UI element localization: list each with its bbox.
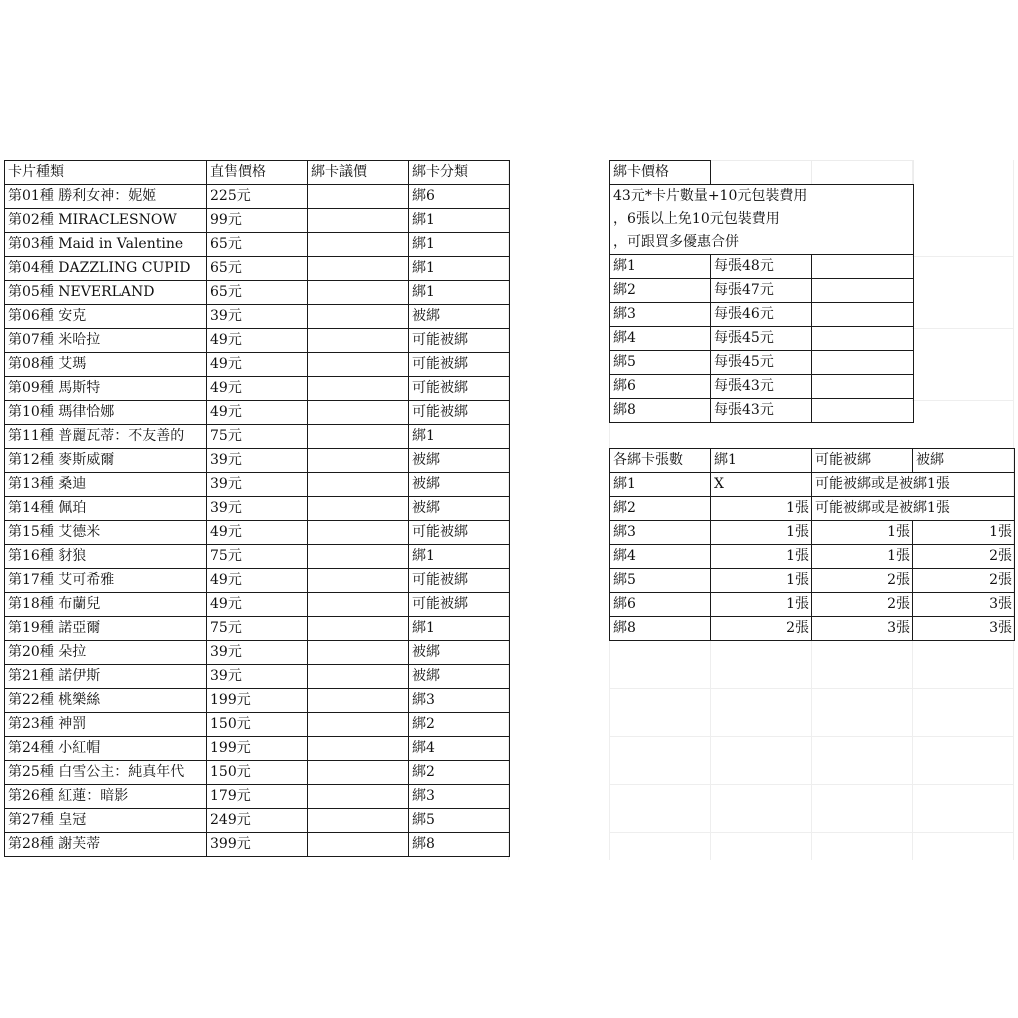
empty-cell[interactable] bbox=[812, 255, 914, 279]
direct-price-cell[interactable]: 49元 bbox=[207, 569, 308, 593]
count-bind1-cell[interactable]: 1張 bbox=[711, 545, 812, 569]
card-row bbox=[5, 809, 510, 833]
direct-price-cell[interactable]: 39元 bbox=[207, 641, 308, 665]
direct-price-cell[interactable]: 249元 bbox=[207, 809, 308, 833]
card-type-cell[interactable]: 第22種 桃樂絲 bbox=[5, 689, 207, 713]
direct-price-cell[interactable]: 39元 bbox=[207, 449, 308, 473]
card-row bbox=[5, 617, 510, 641]
bundle-category-cell[interactable]: 綁5 bbox=[409, 809, 510, 833]
bundle-category-cell[interactable]: 被綁 bbox=[409, 305, 510, 329]
card-row bbox=[5, 449, 510, 473]
counts-header[interactable]: 各綁卡張數 bbox=[610, 449, 711, 473]
bundle-category-cell[interactable]: 被綁 bbox=[409, 665, 510, 689]
count-bound-cell[interactable]: 2張 bbox=[913, 569, 1015, 593]
bundle-count-row bbox=[610, 473, 1015, 497]
counts-header[interactable]: 被綁 bbox=[913, 449, 1015, 473]
bundle-level-cell[interactable]: 綁4 bbox=[610, 545, 711, 569]
empty-cell[interactable] bbox=[812, 399, 914, 423]
card-type-cell[interactable]: 第09種 馬斯特 bbox=[5, 377, 207, 401]
bundle-level-cell[interactable]: 綁2 bbox=[610, 497, 711, 521]
bundle-negotiation-cell[interactable] bbox=[308, 473, 409, 497]
bundle-negotiation-cell[interactable] bbox=[308, 521, 409, 545]
bundle-category-cell[interactable]: 綁3 bbox=[409, 785, 510, 809]
bundle-unit-price-cell[interactable]: 每張47元 bbox=[711, 279, 812, 303]
bundle-level-cell[interactable]: 綁8 bbox=[610, 617, 711, 641]
count-maybe-bound-cell[interactable]: 1張 bbox=[812, 521, 913, 545]
bundle-negotiation-cell[interactable] bbox=[308, 353, 409, 377]
direct-price-cell[interactable]: 65元 bbox=[207, 281, 308, 305]
card-row bbox=[5, 593, 510, 617]
card-row bbox=[5, 473, 510, 497]
gridline bbox=[912, 640, 913, 860]
bundle-level-cell[interactable]: 綁6 bbox=[610, 375, 711, 399]
card-type-cell[interactable]: 第10種 瑪律恰娜 bbox=[5, 401, 207, 425]
direct-price-cell[interactable]: 150元 bbox=[207, 761, 308, 785]
gridline bbox=[912, 256, 1013, 257]
empty-cell[interactable] bbox=[812, 327, 914, 351]
bundle-category-cell[interactable]: 可能被綁 bbox=[409, 521, 510, 545]
card-type-cell[interactable]: 第16種 豺狼 bbox=[5, 545, 207, 569]
gridline bbox=[912, 328, 1013, 329]
direct-price-cell[interactable]: 75元 bbox=[207, 425, 308, 449]
count-bound-cell[interactable]: 3張 bbox=[913, 593, 1015, 617]
bundle-category-cell[interactable]: 可能被綁 bbox=[409, 353, 510, 377]
direct-price-cell[interactable]: 225元 bbox=[207, 185, 308, 209]
direct-price-cell[interactable]: 99元 bbox=[207, 209, 308, 233]
count-note-cell[interactable]: 可能被綁或是被綁1張 bbox=[812, 497, 1015, 521]
card-row bbox=[5, 209, 510, 233]
bundle-count-row bbox=[610, 617, 1015, 641]
card-row bbox=[5, 185, 510, 209]
bundle-negotiation-cell[interactable] bbox=[308, 305, 409, 329]
bundle-price-row bbox=[610, 375, 914, 399]
bundle-count-row bbox=[610, 497, 1015, 521]
bundle-negotiation-cell[interactable] bbox=[308, 425, 409, 449]
card-row bbox=[5, 257, 510, 281]
bundle-note-3[interactable]: ，可跟買多優惠合併 bbox=[610, 231, 914, 255]
bundle-note-row bbox=[610, 185, 914, 209]
card-type-cell[interactable]: 第04種 DAZZLING CUPID bbox=[5, 257, 207, 281]
count-bind1-cell[interactable]: 1張 bbox=[711, 593, 812, 617]
direct-price-cell[interactable]: 39元 bbox=[207, 473, 308, 497]
bundle-category-cell[interactable]: 可能被綁 bbox=[409, 401, 510, 425]
card-type-cell[interactable]: 第18種 布蘭兒 bbox=[5, 593, 207, 617]
count-maybe-bound-cell[interactable]: 3張 bbox=[812, 617, 913, 641]
bundle-count-row bbox=[610, 593, 1015, 617]
bundle-negotiation-cell[interactable] bbox=[308, 497, 409, 521]
card-type-cell[interactable]: 第14種 佩珀 bbox=[5, 497, 207, 521]
direct-price-cell[interactable]: 49元 bbox=[207, 401, 308, 425]
card-row bbox=[5, 353, 510, 377]
card-type-cell[interactable]: 第23種 神罰 bbox=[5, 713, 207, 737]
card-row bbox=[5, 425, 510, 449]
bundle-level-cell[interactable]: 綁2 bbox=[610, 279, 711, 303]
direct-price-cell[interactable]: 199元 bbox=[207, 737, 308, 761]
card-row bbox=[5, 785, 510, 809]
direct-price-cell[interactable]: 49元 bbox=[207, 353, 308, 377]
card-row bbox=[5, 665, 510, 689]
empty-cell[interactable] bbox=[711, 161, 812, 185]
direct-price-cell[interactable]: 199元 bbox=[207, 689, 308, 713]
bundle-category-cell[interactable]: 被綁 bbox=[409, 449, 510, 473]
bundle-count-row bbox=[610, 545, 1015, 569]
direct-price-cell[interactable]: 49元 bbox=[207, 521, 308, 545]
bundle-price-row bbox=[610, 399, 914, 423]
gridline bbox=[710, 640, 711, 860]
card-type-cell[interactable]: 第24種 小紅帽 bbox=[5, 737, 207, 761]
bundle-category-cell[interactable]: 可能被綁 bbox=[409, 593, 510, 617]
count-note-cell[interactable]: 可能被綁或是被綁1張 bbox=[812, 473, 1015, 497]
bundle-unit-price-cell[interactable]: 每張45元 bbox=[711, 351, 812, 375]
card-type-cell[interactable]: 第12種 麥斯威爾 bbox=[5, 449, 207, 473]
direct-price-cell[interactable]: 179元 bbox=[207, 785, 308, 809]
empty-cell[interactable] bbox=[812, 161, 914, 185]
bundle-negotiation-cell[interactable] bbox=[308, 257, 409, 281]
bundle-negotiation-cell[interactable] bbox=[308, 185, 409, 209]
bundle-negotiation-cell[interactable] bbox=[308, 713, 409, 737]
bundle-negotiation-cell[interactable] bbox=[308, 785, 409, 809]
card-type-cell[interactable]: 第06種 安克 bbox=[5, 305, 207, 329]
counts-header[interactable]: 綁1 bbox=[711, 449, 812, 473]
bundle-negotiation-cell[interactable] bbox=[308, 809, 409, 833]
bundle-category-cell[interactable]: 綁1 bbox=[409, 233, 510, 257]
bundle-note-row bbox=[610, 208, 914, 231]
card-type-cell[interactable]: 第13種 桑迪 bbox=[5, 473, 207, 497]
bundle-unit-price-cell[interactable]: 每張43元 bbox=[711, 375, 812, 399]
bundle-negotiation-cell[interactable] bbox=[308, 569, 409, 593]
direct-price-cell[interactable]: 65元 bbox=[207, 233, 308, 257]
bundle-level-cell[interactable]: 綁5 bbox=[610, 351, 711, 375]
gridline bbox=[811, 640, 812, 860]
bundle-negotiation-cell[interactable] bbox=[308, 233, 409, 257]
bundle-level-cell[interactable]: 綁6 bbox=[610, 593, 711, 617]
count-bind1-cell[interactable]: X bbox=[711, 473, 812, 497]
count-bound-cell[interactable]: 2張 bbox=[913, 545, 1015, 569]
bundle-level-cell[interactable]: 綁1 bbox=[610, 473, 711, 497]
bundle-category-cell[interactable]: 被綁 bbox=[409, 497, 510, 521]
bundle-category-cell[interactable]: 綁6 bbox=[409, 185, 510, 209]
bundle-count-row bbox=[610, 521, 1015, 545]
bundle-count-row bbox=[610, 569, 1015, 593]
bundle-category-cell[interactable]: 綁1 bbox=[409, 425, 510, 449]
bundle-price-title[interactable]: 綁卡價格 bbox=[610, 161, 711, 185]
direct-price-cell[interactable]: 49元 bbox=[207, 329, 308, 353]
bundle-level-cell[interactable]: 綁3 bbox=[610, 521, 711, 545]
card-row bbox=[5, 521, 510, 545]
bundle-negotiation-cell[interactable] bbox=[308, 281, 409, 305]
bundle-negotiation-cell[interactable] bbox=[308, 833, 409, 857]
gridline bbox=[609, 736, 1014, 737]
bundle-level-cell[interactable]: 綁3 bbox=[610, 303, 711, 327]
card-row bbox=[5, 689, 510, 713]
gridline bbox=[609, 832, 1014, 833]
bundle-category-cell[interactable]: 綁1 bbox=[409, 257, 510, 281]
card-row bbox=[5, 545, 510, 569]
bundle-level-cell[interactable]: 綁8 bbox=[610, 399, 711, 423]
bundle-category-cell[interactable]: 綁8 bbox=[409, 833, 510, 857]
bundle-negotiation-cell[interactable] bbox=[308, 665, 409, 689]
bundle-price-table bbox=[609, 160, 914, 423]
card-type-cell[interactable]: 第02種 MIRACLESNOW bbox=[5, 209, 207, 233]
bundle-negotiation-cell[interactable] bbox=[308, 449, 409, 473]
count-bound-cell[interactable]: 1張 bbox=[913, 521, 1015, 545]
card-type-cell[interactable]: 第07種 米哈拉 bbox=[5, 329, 207, 353]
bundle-negotiation-cell[interactable] bbox=[308, 641, 409, 665]
header-direct-price[interactable]: 直售價格 bbox=[207, 161, 308, 185]
bundle-negotiation-cell[interactable] bbox=[308, 377, 409, 401]
bundle-unit-price-cell[interactable]: 每張43元 bbox=[711, 399, 812, 423]
card-row bbox=[5, 641, 510, 665]
card-row bbox=[5, 329, 510, 353]
empty-cell[interactable] bbox=[812, 279, 914, 303]
bundle-negotiation-cell[interactable] bbox=[308, 329, 409, 353]
bundle-negotiation-cell[interactable] bbox=[308, 401, 409, 425]
card-row bbox=[5, 713, 510, 737]
bundle-category-cell[interactable]: 被綁 bbox=[409, 641, 510, 665]
count-maybe-bound-cell[interactable]: 2張 bbox=[812, 569, 913, 593]
bundle-category-cell[interactable]: 綁4 bbox=[409, 737, 510, 761]
bundle-category-cell[interactable]: 綁1 bbox=[409, 281, 510, 305]
direct-price-cell[interactable]: 39元 bbox=[207, 305, 308, 329]
bundle-category-cell[interactable]: 可能被綁 bbox=[409, 569, 510, 593]
cards-table bbox=[4, 160, 510, 857]
bundle-category-cell[interactable]: 綁1 bbox=[409, 617, 510, 641]
bundle-counts-table bbox=[609, 448, 1015, 641]
bundle-level-cell[interactable]: 綁4 bbox=[610, 327, 711, 351]
bundle-unit-price-cell[interactable]: 每張46元 bbox=[711, 303, 812, 327]
bundle-category-cell[interactable]: 綁3 bbox=[409, 689, 510, 713]
bundle-category-cell[interactable]: 綁2 bbox=[409, 761, 510, 785]
card-row bbox=[5, 305, 510, 329]
count-bound-cell[interactable]: 3張 bbox=[913, 617, 1015, 641]
card-type-cell[interactable]: 第03種 Maid in Valentine bbox=[5, 233, 207, 257]
count-bind1-cell[interactable]: 1張 bbox=[711, 521, 812, 545]
bundle-category-cell[interactable]: 可能被綁 bbox=[409, 377, 510, 401]
bundle-price-title-row bbox=[610, 161, 914, 185]
card-type-cell[interactable]: 第26種 紅蓮：暗影 bbox=[5, 785, 207, 809]
card-type-cell[interactable]: 第11種 普麗瓦蒂：不友善的 bbox=[5, 425, 207, 449]
card-type-cell[interactable]: 第27種 皇冠 bbox=[5, 809, 207, 833]
card-row bbox=[5, 737, 510, 761]
empty-cell[interactable] bbox=[812, 351, 914, 375]
counts-header-row bbox=[610, 449, 1015, 473]
bundle-price-row bbox=[610, 303, 914, 327]
bundle-negotiation-cell[interactable] bbox=[308, 617, 409, 641]
bundle-unit-price-cell[interactable]: 每張45元 bbox=[711, 327, 812, 351]
direct-price-cell[interactable]: 39元 bbox=[207, 497, 308, 521]
card-row bbox=[5, 233, 510, 257]
card-type-cell[interactable]: 第15種 艾德米 bbox=[5, 521, 207, 545]
bundle-negotiation-cell[interactable] bbox=[308, 737, 409, 761]
card-type-cell[interactable]: 第01種 勝利女神：妮姬 bbox=[5, 185, 207, 209]
count-bind1-cell[interactable]: 1張 bbox=[711, 569, 812, 593]
counts-header[interactable]: 可能被綁 bbox=[812, 449, 913, 473]
bundle-level-cell[interactable]: 綁5 bbox=[610, 569, 711, 593]
card-type-cell[interactable]: 第05種 NEVERLAND bbox=[5, 281, 207, 305]
bundle-price-row bbox=[610, 351, 914, 375]
header-card-type[interactable]: 卡片種類 bbox=[5, 161, 207, 185]
empty-cell[interactable] bbox=[812, 375, 914, 399]
direct-price-cell[interactable]: 49元 bbox=[207, 593, 308, 617]
gridline bbox=[609, 688, 1014, 689]
card-type-cell[interactable]: 第19種 諾亞爾 bbox=[5, 617, 207, 641]
bundle-price-row bbox=[610, 279, 914, 303]
empty-cell[interactable] bbox=[812, 303, 914, 327]
gridline bbox=[609, 784, 1014, 785]
bundle-category-cell[interactable]: 被綁 bbox=[409, 473, 510, 497]
direct-price-cell[interactable]: 150元 bbox=[207, 713, 308, 737]
bundle-category-cell[interactable]: 可能被綁 bbox=[409, 329, 510, 353]
bundle-negotiation-cell[interactable] bbox=[308, 593, 409, 617]
bundle-negotiation-cell[interactable] bbox=[308, 761, 409, 785]
bundle-negotiation-cell[interactable] bbox=[308, 689, 409, 713]
count-bind1-cell[interactable]: 2張 bbox=[711, 617, 812, 641]
bundle-price-row bbox=[610, 255, 914, 279]
direct-price-cell[interactable]: 49元 bbox=[207, 377, 308, 401]
header-bundle-category[interactable]: 綁卡分類 bbox=[409, 161, 510, 185]
bundle-unit-price-cell[interactable]: 每張48元 bbox=[711, 255, 812, 279]
direct-price-cell[interactable]: 399元 bbox=[207, 833, 308, 857]
count-bind1-cell[interactable]: 1張 bbox=[711, 497, 812, 521]
card-type-cell[interactable]: 第17種 艾可希雅 bbox=[5, 569, 207, 593]
direct-price-cell[interactable]: 39元 bbox=[207, 665, 308, 689]
bundle-price-row bbox=[610, 327, 914, 351]
card-type-cell[interactable]: 第20種 朵拉 bbox=[5, 641, 207, 665]
bundle-category-cell[interactable]: 綁1 bbox=[409, 209, 510, 233]
count-maybe-bound-cell[interactable]: 1張 bbox=[812, 545, 913, 569]
card-type-cell[interactable]: 第28種 謝芙蒂 bbox=[5, 833, 207, 857]
card-type-cell[interactable]: 第08種 艾瑪 bbox=[5, 353, 207, 377]
card-row bbox=[5, 569, 510, 593]
bundle-note-1[interactable]: 43元*卡片數量+10元包裝費用 bbox=[610, 185, 914, 209]
card-row bbox=[5, 281, 510, 305]
bundle-level-cell[interactable]: 綁1 bbox=[610, 255, 711, 279]
bundle-negotiation-cell[interactable] bbox=[308, 209, 409, 233]
card-row bbox=[5, 761, 510, 785]
card-row bbox=[5, 401, 510, 425]
bundle-category-cell[interactable]: 綁1 bbox=[409, 545, 510, 569]
direct-price-cell[interactable]: 75元 bbox=[207, 617, 308, 641]
card-row bbox=[5, 377, 510, 401]
direct-price-cell[interactable]: 65元 bbox=[207, 257, 308, 281]
bundle-note-row bbox=[610, 231, 914, 255]
card-type-cell[interactable]: 第21種 諾伊斯 bbox=[5, 665, 207, 689]
cards-header-row bbox=[5, 161, 510, 185]
card-type-cell[interactable]: 第25種 白雪公主：純真年代 bbox=[5, 761, 207, 785]
bundle-negotiation-cell[interactable] bbox=[308, 545, 409, 569]
bundle-category-cell[interactable]: 綁2 bbox=[409, 713, 510, 737]
card-row bbox=[5, 833, 510, 857]
card-row bbox=[5, 497, 510, 521]
direct-price-cell[interactable]: 75元 bbox=[207, 545, 308, 569]
count-maybe-bound-cell[interactable]: 2張 bbox=[812, 593, 913, 617]
gridline bbox=[912, 400, 1013, 401]
bundle-note-2[interactable]: ，6張以上免10元包裝費用 bbox=[610, 208, 914, 231]
header-bundle-negotiation[interactable]: 綁卡議價 bbox=[308, 161, 409, 185]
